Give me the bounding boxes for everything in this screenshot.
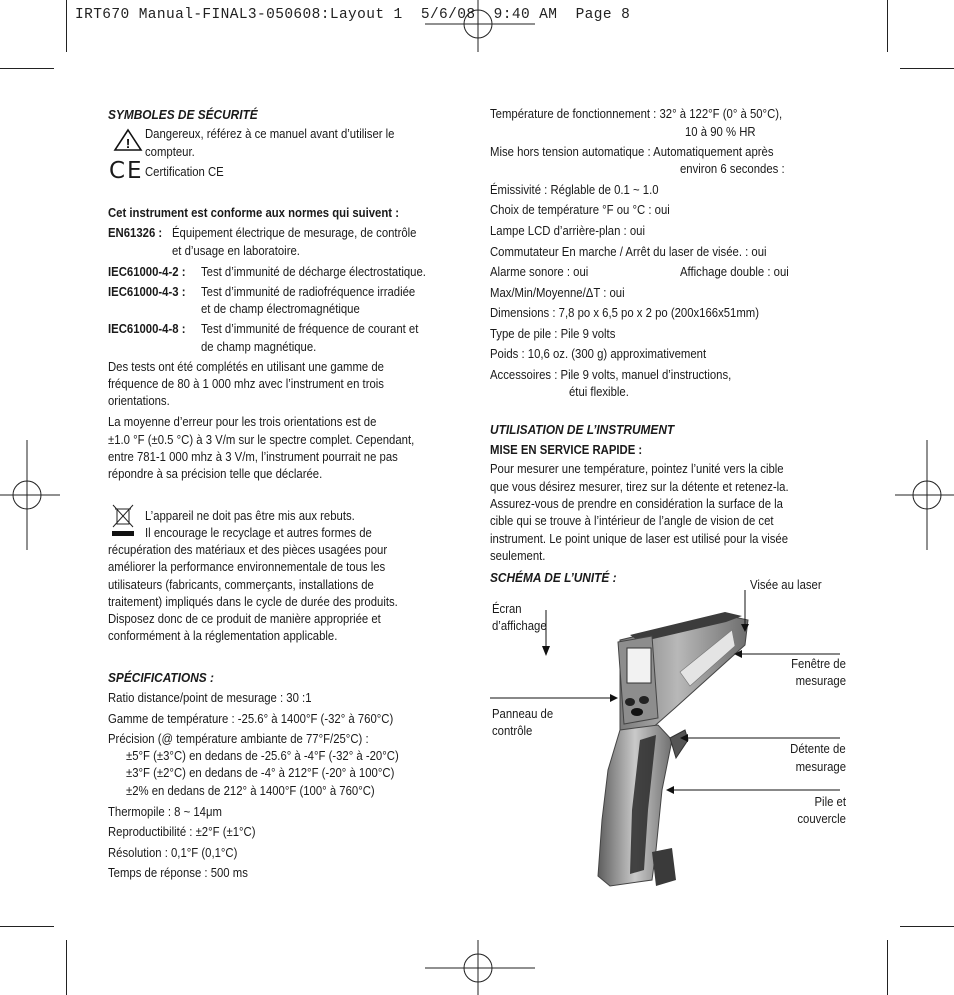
- spec-backlight: Lampe LCD d’arrière-plan : oui: [490, 224, 645, 238]
- warning-triangle-icon: [113, 128, 143, 152]
- disposal-line: Disposez donc de ce produit de manière appropriée et: [108, 612, 381, 626]
- label-trigger: mesurage: [795, 760, 846, 774]
- crop-mark: [66, 0, 67, 52]
- usage-line: instrument. Le point unique de laser est utilisé pour la visée: [490, 532, 789, 546]
- diagram-title: SCHÉMA DE L’UNITÉ :: [490, 570, 617, 585]
- spec-emissivity: Émissivité : Réglable de 0.1 ~ 1.0: [490, 183, 659, 197]
- error-paragraph-line: répondre à sa précision telle que déclarée.: [108, 467, 323, 481]
- label-trigger: Détente de: [790, 742, 846, 756]
- spec-response: Temps de réponse : 500 ms: [108, 866, 248, 880]
- spec-auto-off: Mise hors tension automatique : Automatiquement après: [490, 145, 774, 159]
- registration-mark-right: [895, 440, 954, 550]
- safety-title: SYMBOLES DE SÉCURITÉ: [108, 107, 258, 122]
- spec-laser-switch: Commutateur En marche / Arrêt du laser de visée. : oui: [490, 245, 767, 259]
- crop-mark: [66, 940, 67, 995]
- label-battery-cover: couvercle: [797, 812, 846, 826]
- crop-mark: [887, 0, 888, 52]
- disposal-line: L’appareil ne doit pas être mis aux rebuts.: [145, 509, 355, 523]
- usage-line: cible qui se trouve à l’intérieur de l’angle de vision de cet: [490, 514, 774, 528]
- crop-mark: [887, 940, 888, 995]
- safety-danger-line: compteur.: [145, 145, 195, 159]
- usage-line: seulement.: [490, 549, 546, 563]
- specs-title: SPÉCIFICATIONS :: [108, 670, 214, 685]
- usage-line: Pour mesurer une température, pointez l’unité vers la cible: [490, 462, 784, 476]
- ce-certification-text: Certification CE: [145, 165, 224, 179]
- spec-battery: Type de pile : Pile 9 volts: [490, 327, 616, 341]
- spec-op-temp: Température de fonctionnement : 32° à 122°F (0° à 50°C),: [490, 107, 783, 121]
- spec-dual-display: Affichage double : oui: [680, 265, 789, 279]
- disposal-line: améliorer la performance environnementale de tous les: [108, 560, 386, 574]
- label-measuring-window: mesurage: [795, 674, 846, 688]
- spec-precision-item: ±2% en dedans de 212° à 1400°F (100° à 760°C): [126, 784, 375, 798]
- crop-mark: [0, 68, 54, 69]
- tests-paragraph-line: orientations.: [108, 394, 170, 408]
- label-measuring-window: Fenêtre de: [791, 657, 846, 671]
- spec-accessories: étui flexible.: [569, 385, 629, 399]
- registration-mark-top: [425, 0, 535, 52]
- tests-paragraph-line: Des tests ont été complétés en utilisant une gamme de: [108, 360, 384, 374]
- standard-code: EN61326 :: [108, 226, 163, 240]
- standard-desc: Test d’immunité de fréquence de courant et: [201, 322, 419, 336]
- spec-precision-item: ±5°F (±3°C) en dedans de -25.6° à -4°F (-32° à -20°C): [126, 749, 399, 763]
- svg-text:!: !: [125, 136, 131, 151]
- standard-code: IEC61000-4-3 :: [108, 285, 186, 299]
- spec-precision: Précision (@ température ambiante de 77°F/25°C) :: [108, 732, 369, 746]
- usage-title: UTILISATION DE L’INSTRUMENT: [490, 422, 675, 437]
- spec-resolution: Résolution : 0,1°F (0,1°C): [108, 846, 238, 860]
- label-laser-sight: Visée au laser: [750, 578, 822, 592]
- crop-mark: [0, 926, 54, 927]
- standard-desc: et d’usage en laboratoire.: [172, 244, 300, 258]
- usage-line: que vous désirez mesurer, tirez sur la détente et retenez-la.: [490, 480, 789, 494]
- spec-thermopile: Thermopile : 8 ~ 14μm: [108, 805, 222, 819]
- spec-ratio: Ratio distance/point de mesurage : 30 :1: [108, 691, 312, 705]
- spec-range: Gamme de température : -25.6° à 1400°F (-32° à 760°C): [108, 712, 394, 726]
- disposal-line: Il encourage le recyclage et autres formes de: [145, 526, 372, 540]
- error-paragraph-line: entre 781-1 000 mhz à 3 V/m, l’instrument pourrait ne pas: [108, 450, 398, 464]
- disposal-line: conformément à la réglementation applicable.: [108, 629, 338, 643]
- spec-repro: Reproductibilité : ±2°F (±1°C): [108, 825, 256, 839]
- label-battery-cover: Pile et: [814, 795, 846, 809]
- label-control-panel: Panneau de: [492, 707, 554, 721]
- registration-mark-bottom: [425, 940, 535, 995]
- spec-accessories: Accessoires : Pile 9 volts, manuel d’instructions,: [490, 368, 732, 382]
- disposal-line: récupération des matériaux et des pièces usagées pour: [108, 543, 388, 557]
- crop-mark: [900, 926, 954, 927]
- standards-intro: Cet instrument est conforme aux normes qui suivent :: [108, 206, 399, 220]
- disposal-line: utilisateurs (fabricants, commerçants, installations de: [108, 578, 374, 592]
- crossed-bin-icon: [109, 503, 137, 539]
- label-control-panel: contrôle: [492, 724, 533, 738]
- spec-alarm: Alarme sonore : oui: [490, 265, 589, 279]
- ce-mark-icon: CE: [109, 158, 144, 184]
- spec-precision-item: ±3°F (±2°C) en dedans de -4° à 212°F (-20° à 100°C): [126, 766, 395, 780]
- spec-maxmin: Max/Min/Moyenne/ΔT : oui: [490, 286, 625, 300]
- spec-weight: Poids : 10,6 oz. (300 g) approximativement: [490, 347, 707, 361]
- disposal-line: traitement) impliqués dans le cycle de durée des produits.: [108, 595, 398, 609]
- label-display-screen: Écran: [492, 602, 522, 616]
- crop-mark: [900, 68, 954, 69]
- label-display-screen: d’affichage: [492, 619, 547, 633]
- standard-desc: Équipement électrique de mesurage, de contrôle: [172, 226, 417, 240]
- usage-line: Assurez-vous de prendre en considération la surface de la: [490, 497, 783, 511]
- tests-paragraph-line: fréquence de 80 à 1 000 mhz avec l’instrument en trois: [108, 377, 384, 391]
- standard-desc: Test d’immunité de décharge électrostatique.: [201, 265, 426, 279]
- standard-desc: Test d’immunité de radiofréquence irradiée: [201, 285, 416, 299]
- spec-op-temp: 10 à 90 % HR: [685, 125, 756, 139]
- spec-auto-off: environ 6 secondes :: [680, 162, 785, 176]
- spec-dimensions: Dimensions : 7,8 po x 6,5 po x 2 po (200x166x51mm): [490, 306, 760, 320]
- quick-start-heading: MISE EN SERVICE RAPIDE :: [490, 443, 643, 457]
- registration-mark-left: [0, 440, 60, 550]
- standard-code: IEC61000-4-2 :: [108, 265, 186, 279]
- standard-desc: de champ magnétique.: [201, 340, 317, 354]
- standard-desc: et de champ électromagnétique: [201, 302, 360, 316]
- error-paragraph-line: ±1.0 °F (±0.5 °C) à 3 V/m sur le spectre complet. Cependant,: [108, 433, 415, 447]
- spec-unit-choice: Choix de température °F ou °C : oui: [490, 203, 670, 217]
- safety-danger-line: Dangereux, référez à ce manuel avant d’utiliser le: [145, 127, 395, 141]
- error-paragraph-line: La moyenne d’erreur pour les trois orientations est de: [108, 415, 377, 429]
- standard-code: IEC61000-4-8 :: [108, 322, 186, 336]
- print-slug-header: IRT670 Manual-FINAL3-050608:Layout 1 5/6/08 9:40 AM Page 8: [75, 7, 631, 23]
